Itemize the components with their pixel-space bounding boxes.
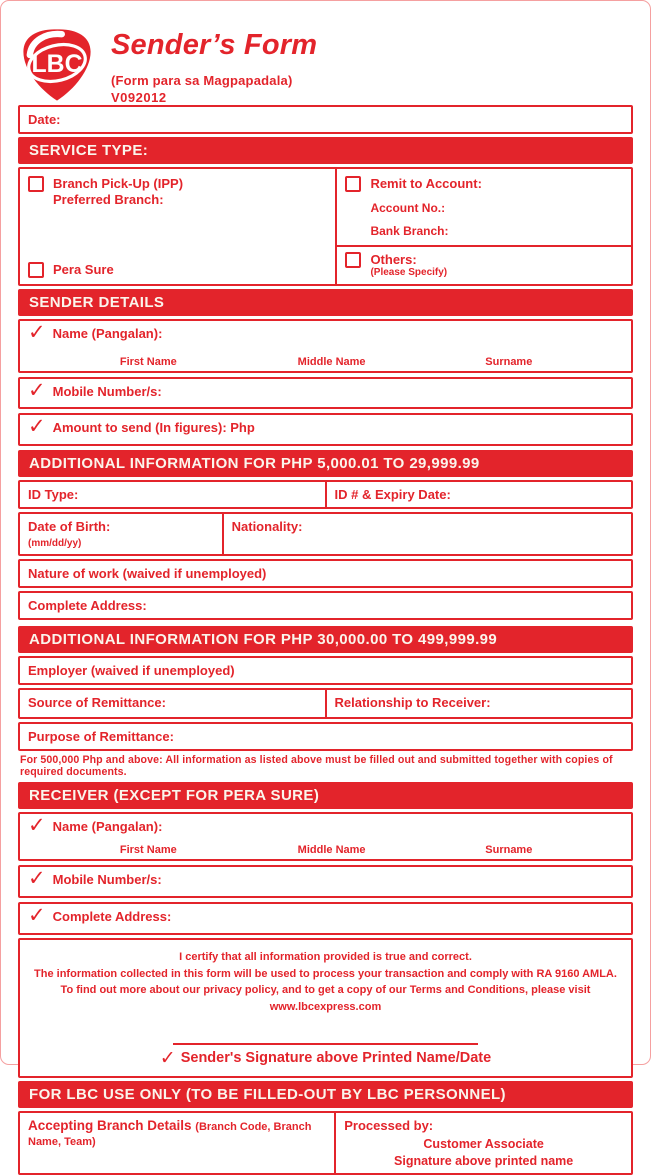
- certify-line-1: I certify that all information provided is true and correct.: [179, 951, 472, 964]
- associate-line-2: Signature above printed name: [394, 1153, 574, 1168]
- account-no-field[interactable]: [370, 201, 623, 215]
- page-title: Sender’s Form: [111, 29, 318, 61]
- bank-branch-label: Bank Branch:: [370, 224, 449, 238]
- remit-option[interactable]: [345, 176, 623, 192]
- date-field-row[interactable]: [18, 105, 633, 134]
- additional-info-1-header: ADDITIONAL INFORMATION FOR PHP 5,000.01 TO 29,999.99: [18, 450, 633, 477]
- surname-caption: Surname: [485, 844, 533, 857]
- others-cell: [337, 245, 631, 284]
- sender-amount-label: Amount to send (In figures): Php: [52, 420, 255, 436]
- additional-info-2-header: ADDITIONAL INFORMATION FOR PHP 30,000.00 TO 499,999.99: [18, 626, 633, 653]
- bank-branch-field[interactable]: [370, 224, 623, 238]
- relationship-label: Relationship to Receiver:: [334, 695, 491, 711]
- dob-field[interactable]: [20, 514, 222, 554]
- remit-label: Remit to Account:: [370, 176, 482, 191]
- sender-mobile-label: Mobile Number/s:: [52, 383, 162, 399]
- others-option[interactable]: [345, 252, 623, 279]
- purpose-label: Purpose of Remittance:: [28, 729, 174, 745]
- pera-sure-option[interactable]: [28, 262, 327, 278]
- purpose-field[interactable]: [18, 722, 633, 751]
- id-row: [18, 480, 633, 509]
- accepting-branch-field[interactable]: [20, 1113, 334, 1173]
- dob-format-note: (mm/dd/yy): [28, 538, 82, 550]
- sender-address-field[interactable]: [18, 591, 633, 620]
- receiver-header: RECEIVER (EXCEPT FOR PERA SURE): [18, 782, 633, 809]
- check-icon: ✓: [159, 1048, 176, 1070]
- id-type-field[interactable]: [20, 482, 325, 507]
- processed-by-label: Processed by:: [344, 1117, 434, 1133]
- preferred-branch-field[interactable]: [53, 192, 327, 207]
- receiver-name-label: Name (Pangalan):: [52, 819, 163, 835]
- receiver-address-label: Complete Address:: [52, 909, 172, 925]
- sender-mobile-field[interactable]: [18, 377, 633, 410]
- source-of-remittance-label: Source of Remittance:: [28, 695, 166, 711]
- processed-by-cell[interactable]: [334, 1113, 631, 1173]
- service-left-cell: [20, 169, 335, 284]
- employer-field[interactable]: [18, 656, 633, 685]
- check-icon: ✓: [28, 867, 46, 891]
- form-header: [1, 1, 650, 105]
- check-icon: ✓: [28, 904, 46, 928]
- relationship-field[interactable]: [325, 690, 632, 717]
- title-block: [111, 23, 317, 105]
- others-label: Others:: [370, 252, 417, 267]
- remit-to-account-cell: [337, 169, 631, 245]
- accepting-branch-note: (Branch Code, Branch Name, Team): [28, 1120, 312, 1148]
- check-icon: ✓: [28, 415, 46, 439]
- lbc-logo-text: LBC: [31, 50, 83, 78]
- id-expiry-field[interactable]: [325, 482, 632, 507]
- service-right-cell: [335, 169, 631, 284]
- signature-caption-row: [34, 1048, 617, 1070]
- date-label: Date:: [28, 112, 61, 127]
- associate-line-1: Customer Associate: [423, 1137, 544, 1152]
- id-type-label: ID Type:: [28, 487, 79, 503]
- nationality-field[interactable]: [222, 514, 631, 554]
- service-type-header: SERVICE TYPE:: [18, 137, 633, 164]
- middle-name-caption: Middle Name: [297, 355, 366, 368]
- sender-name-label: Name (Pangalan):: [52, 325, 163, 341]
- check-icon: ✓: [28, 320, 46, 344]
- sender-name-field[interactable]: [18, 319, 633, 373]
- others-checkbox[interactable]: [345, 252, 361, 268]
- signature-line[interactable]: [173, 1015, 478, 1045]
- first-name-caption: First Name: [119, 844, 177, 857]
- certify-line-2: The information collected in this form will be used to process your transaction and comply with RA 9160 AMLA.: [34, 967, 617, 980]
- receiver-name-field[interactable]: [18, 812, 633, 861]
- receiver-address-field[interactable]: [18, 902, 633, 935]
- check-icon: ✓: [28, 814, 46, 838]
- branch-pickup-label: Branch Pick-Up (IPP): [53, 176, 184, 191]
- customer-associate-caption: [344, 1136, 623, 1170]
- signature-caption: Sender's Signature above Printed Name/Date: [180, 1050, 492, 1067]
- check-icon: ✓: [28, 378, 46, 402]
- certification-box: [18, 938, 633, 1078]
- certify-line-4: www.lbcexpress.com: [269, 1000, 382, 1013]
- surname-caption: Surname: [485, 355, 533, 368]
- preferred-branch-label: Preferred Branch:: [53, 192, 164, 207]
- receiver-mobile-field[interactable]: [18, 865, 633, 898]
- employer-label: Employer (waived if unemployed): [28, 663, 235, 679]
- page-subtitle: (Form para sa Magpapadala): [111, 73, 293, 88]
- receiver-mobile-label: Mobile Number/s:: [52, 872, 162, 888]
- account-no-label: Account No.:: [370, 201, 446, 215]
- pera-sure-label: Pera Sure: [53, 261, 114, 277]
- lbc-use-header: FOR LBC USE ONLY (TO BE FILLED-OUT BY LBC PERSONNEL): [18, 1081, 633, 1108]
- form-body: [1, 105, 650, 1175]
- dob-label: Date of Birth:: [28, 519, 111, 535]
- accepting-branch-label: Accepting Branch Details: [28, 1117, 196, 1133]
- nationality-label: Nationality:: [231, 519, 303, 535]
- branch-pickup-checkbox[interactable]: [28, 176, 44, 192]
- threshold-note: For 500,000 Php and above: All information as listed above must be filled out and submitted together with copies of required documents.: [20, 754, 613, 779]
- id-expiry-label: ID # & Expiry Date:: [334, 487, 451, 503]
- certify-line-3: To find out more about our privacy policy, and to get a copy of our Terms and Conditions, please visit: [60, 984, 591, 997]
- sender-amount-field[interactable]: [18, 413, 633, 446]
- branch-pickup-option[interactable]: [28, 176, 327, 192]
- service-type-grid: [18, 167, 633, 286]
- lbc-logo: [17, 23, 97, 103]
- lbc-use-box: [18, 1111, 633, 1175]
- remit-checkbox[interactable]: [345, 176, 361, 192]
- others-note: (Please Specify): [370, 267, 448, 278]
- pera-sure-checkbox[interactable]: [28, 262, 44, 278]
- nature-of-work-field[interactable]: [18, 559, 633, 588]
- dob-row: [18, 512, 633, 556]
- remittance-row: [18, 688, 633, 719]
- sender-details-header: SENDER DETAILS: [18, 289, 633, 316]
- first-name-caption: First Name: [119, 355, 177, 368]
- nature-of-work-label: Nature of work (waived if unemployed): [28, 566, 267, 582]
- sender-address-label: Complete Address:: [28, 598, 147, 614]
- source-of-remittance-field[interactable]: [20, 690, 325, 717]
- middle-name-caption: Middle Name: [297, 844, 366, 857]
- form-version: V092012: [111, 90, 167, 105]
